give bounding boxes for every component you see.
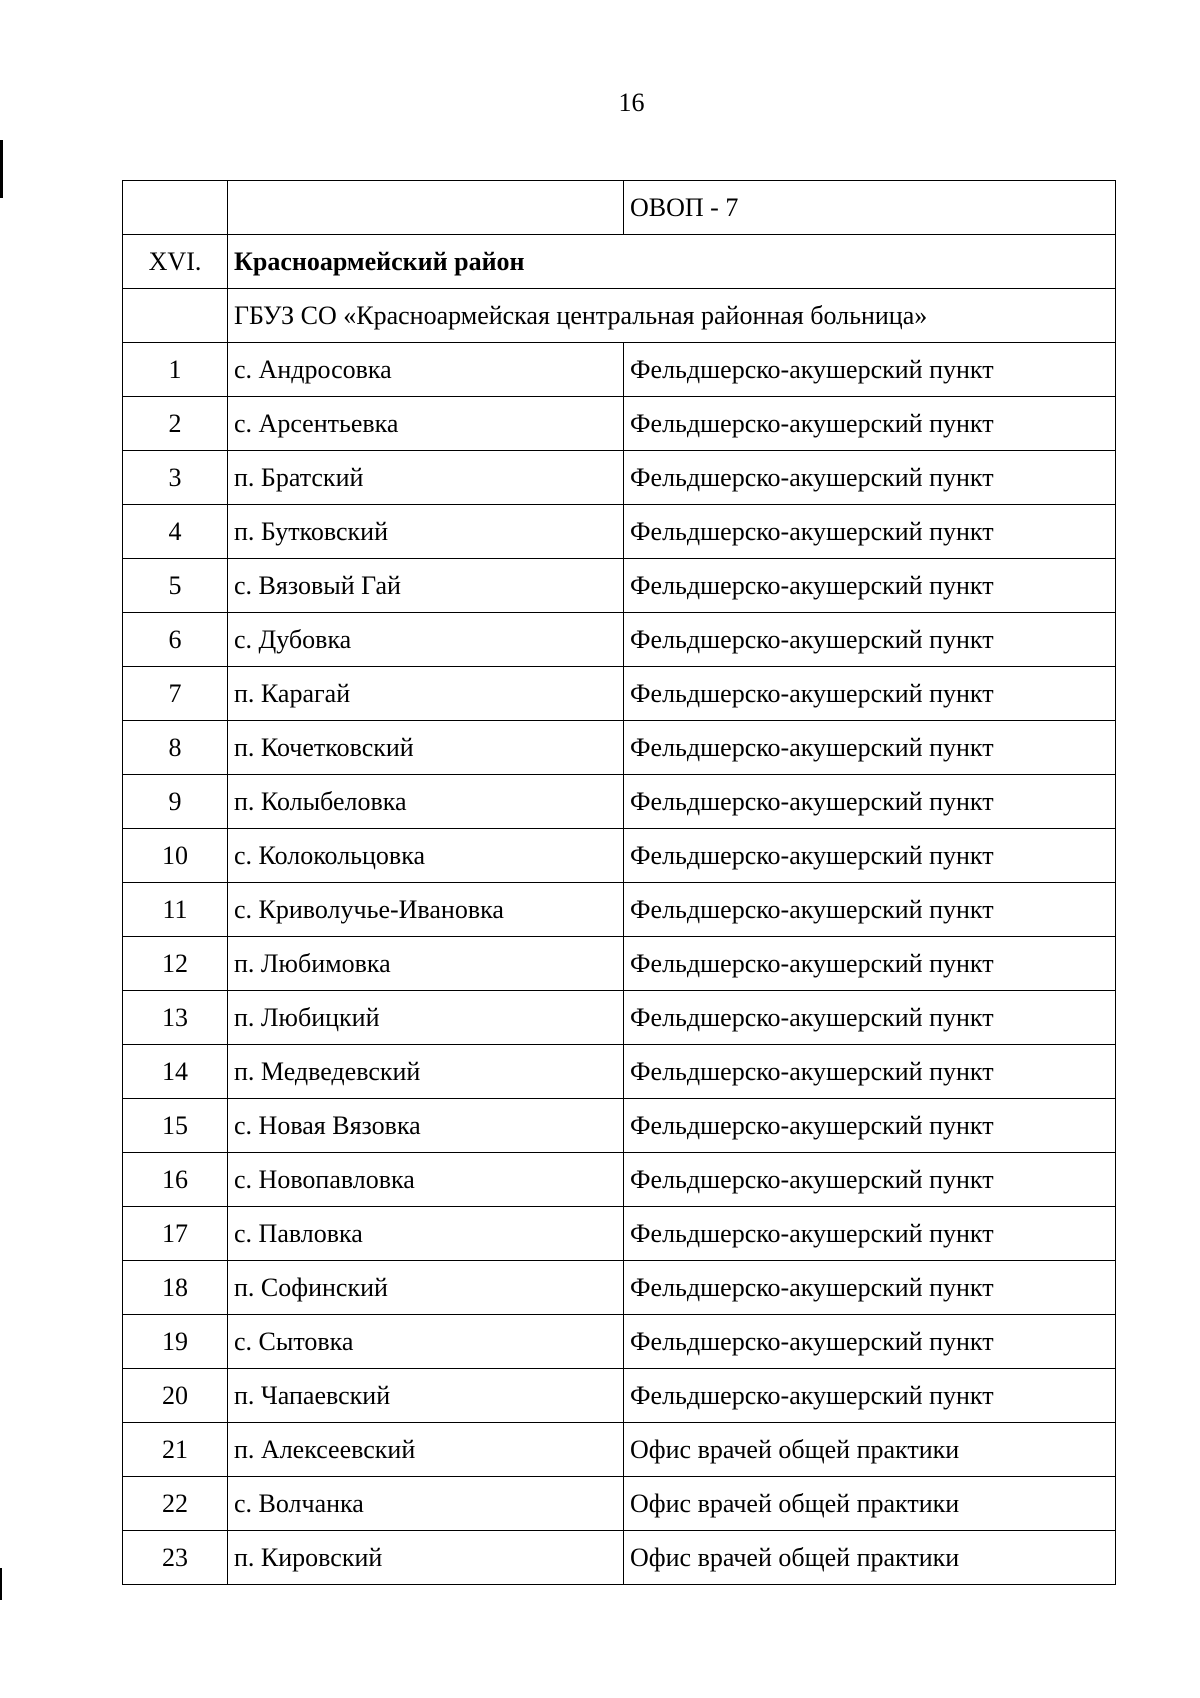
table-row (123, 1207, 1116, 1261)
settlement-name: с. Андросовка (228, 343, 624, 397)
scan-edge-mark-top (0, 140, 3, 198)
page-number: 16 (618, 88, 645, 117)
facility-type: Фельдшерско-акушерский пункт (624, 883, 1116, 937)
table-row (123, 343, 1116, 397)
settlement-name: с. Новая Вязовка (228, 1099, 624, 1153)
facility-type: Фельдшерско-акушерский пункт (624, 559, 1116, 613)
facility-type: Фельдшерско-акушерский пункт (624, 343, 1116, 397)
row-number: 7 (123, 667, 228, 721)
facility-type: Офис врачей общей практики (624, 1531, 1116, 1585)
settlement-name: п. Кировский (228, 1531, 624, 1585)
settlement-name: п. Бутковский (228, 505, 624, 559)
section-row (123, 235, 1116, 289)
settlement-name: п. Чапаевский (228, 1369, 624, 1423)
settlement-name: с. Павловка (228, 1207, 624, 1261)
row-number: 14 (123, 1045, 228, 1099)
row-number: 23 (123, 1531, 228, 1585)
settlement-name: с. Колокольцовка (228, 829, 624, 883)
row-number: 4 (123, 505, 228, 559)
row-number: 10 (123, 829, 228, 883)
settlement-name: п. Любимовка (228, 937, 624, 991)
facility-type: Фельдшерско-акушерский пункт (624, 613, 1116, 667)
facility-type: Фельдшерско-акушерский пункт (624, 937, 1116, 991)
row-number: 3 (123, 451, 228, 505)
facility-type: Фельдшерско-акушерский пункт (624, 991, 1116, 1045)
scan-edge-mark-bottom (0, 1568, 2, 1600)
table-row (123, 559, 1116, 613)
facility-type: Фельдшерско-акушерский пункт (624, 1153, 1116, 1207)
settlement-name: п. Любицкий (228, 991, 624, 1045)
header-type-cell: ОВОП - 7 (624, 181, 1116, 235)
row-number: 18 (123, 1261, 228, 1315)
table-row (123, 667, 1116, 721)
facilities-table (122, 180, 1116, 1585)
row-number: 21 (123, 1423, 228, 1477)
table-row (123, 451, 1116, 505)
section-title: Красноармейский район (228, 235, 1116, 289)
settlement-name: с. Волчанка (228, 1477, 624, 1531)
table-row (123, 505, 1116, 559)
row-number: 2 (123, 397, 228, 451)
facility-type: Офис врачей общей практики (624, 1477, 1116, 1531)
facility-type: Фельдшерско-акушерский пункт (624, 1045, 1116, 1099)
institution-name: ГБУЗ СО «Красноармейская центральная районная больница» (228, 289, 1116, 343)
facility-type: Фельдшерско-акушерский пункт (624, 1261, 1116, 1315)
facility-type: Фельдшерско-акушерский пункт (624, 829, 1116, 883)
settlement-name: с. Дубовка (228, 613, 624, 667)
table-row (123, 613, 1116, 667)
table-row (123, 721, 1116, 775)
row-number: 13 (123, 991, 228, 1045)
settlement-name: п. Кочетковский (228, 721, 624, 775)
table-row (123, 1531, 1116, 1585)
table-row (123, 829, 1116, 883)
header-num-cell (123, 181, 228, 235)
institution-num-cell (123, 289, 228, 343)
row-number: 9 (123, 775, 228, 829)
row-number: 11 (123, 883, 228, 937)
table-row (123, 1369, 1116, 1423)
table-row (123, 1261, 1116, 1315)
table-row (123, 991, 1116, 1045)
settlement-name: п. Софинский (228, 1261, 624, 1315)
settlement-name: п. Алексеевский (228, 1423, 624, 1477)
section-number: XVI. (123, 235, 228, 289)
facility-type: Фельдшерско-акушерский пункт (624, 397, 1116, 451)
table-header-row (123, 181, 1116, 235)
settlement-name: с. Вязовый Гай (228, 559, 624, 613)
settlement-name: п. Братский (228, 451, 624, 505)
settlement-name: п. Медведевский (228, 1045, 624, 1099)
row-number: 22 (123, 1477, 228, 1531)
row-number: 16 (123, 1153, 228, 1207)
facility-type: Фельдшерско-акушерский пункт (624, 1207, 1116, 1261)
facility-type: Фельдшерско-акушерский пункт (624, 505, 1116, 559)
facility-type: Фельдшерско-акушерский пункт (624, 1099, 1116, 1153)
table-row (123, 1153, 1116, 1207)
settlement-name: с. Сытовка (228, 1315, 624, 1369)
facility-type: Офис врачей общей практики (624, 1423, 1116, 1477)
row-number: 20 (123, 1369, 228, 1423)
row-number: 19 (123, 1315, 228, 1369)
row-number: 1 (123, 343, 228, 397)
row-number: 17 (123, 1207, 228, 1261)
table-row (123, 1315, 1116, 1369)
row-number: 12 (123, 937, 228, 991)
table-row (123, 775, 1116, 829)
table-row (123, 397, 1116, 451)
table-row (123, 1045, 1116, 1099)
table-row (123, 937, 1116, 991)
facilities-table-body (123, 181, 1116, 1585)
table-row (123, 1477, 1116, 1531)
institution-row (123, 289, 1116, 343)
table-row (123, 1423, 1116, 1477)
facility-type: Фельдшерско-акушерский пункт (624, 1369, 1116, 1423)
row-number: 5 (123, 559, 228, 613)
settlement-name: с. Новопавловка (228, 1153, 624, 1207)
table-row (123, 883, 1116, 937)
row-number: 15 (123, 1099, 228, 1153)
facility-type: Фельдшерско-акушерский пункт (624, 451, 1116, 505)
settlement-name: с. Криволучье-Ивановка (228, 883, 624, 937)
table-row (123, 1099, 1116, 1153)
row-number: 6 (123, 613, 228, 667)
row-number: 8 (123, 721, 228, 775)
facility-type: Фельдшерско-акушерский пункт (624, 721, 1116, 775)
facility-type: Фельдшерско-акушерский пункт (624, 667, 1116, 721)
header-name-cell (228, 181, 624, 235)
settlement-name: с. Арсентьевка (228, 397, 624, 451)
facility-type: Фельдшерско-акушерский пункт (624, 1315, 1116, 1369)
facility-type: Фельдшерско-акушерский пункт (624, 775, 1116, 829)
settlement-name: п. Карагай (228, 667, 624, 721)
settlement-name: п. Колыбеловка (228, 775, 624, 829)
